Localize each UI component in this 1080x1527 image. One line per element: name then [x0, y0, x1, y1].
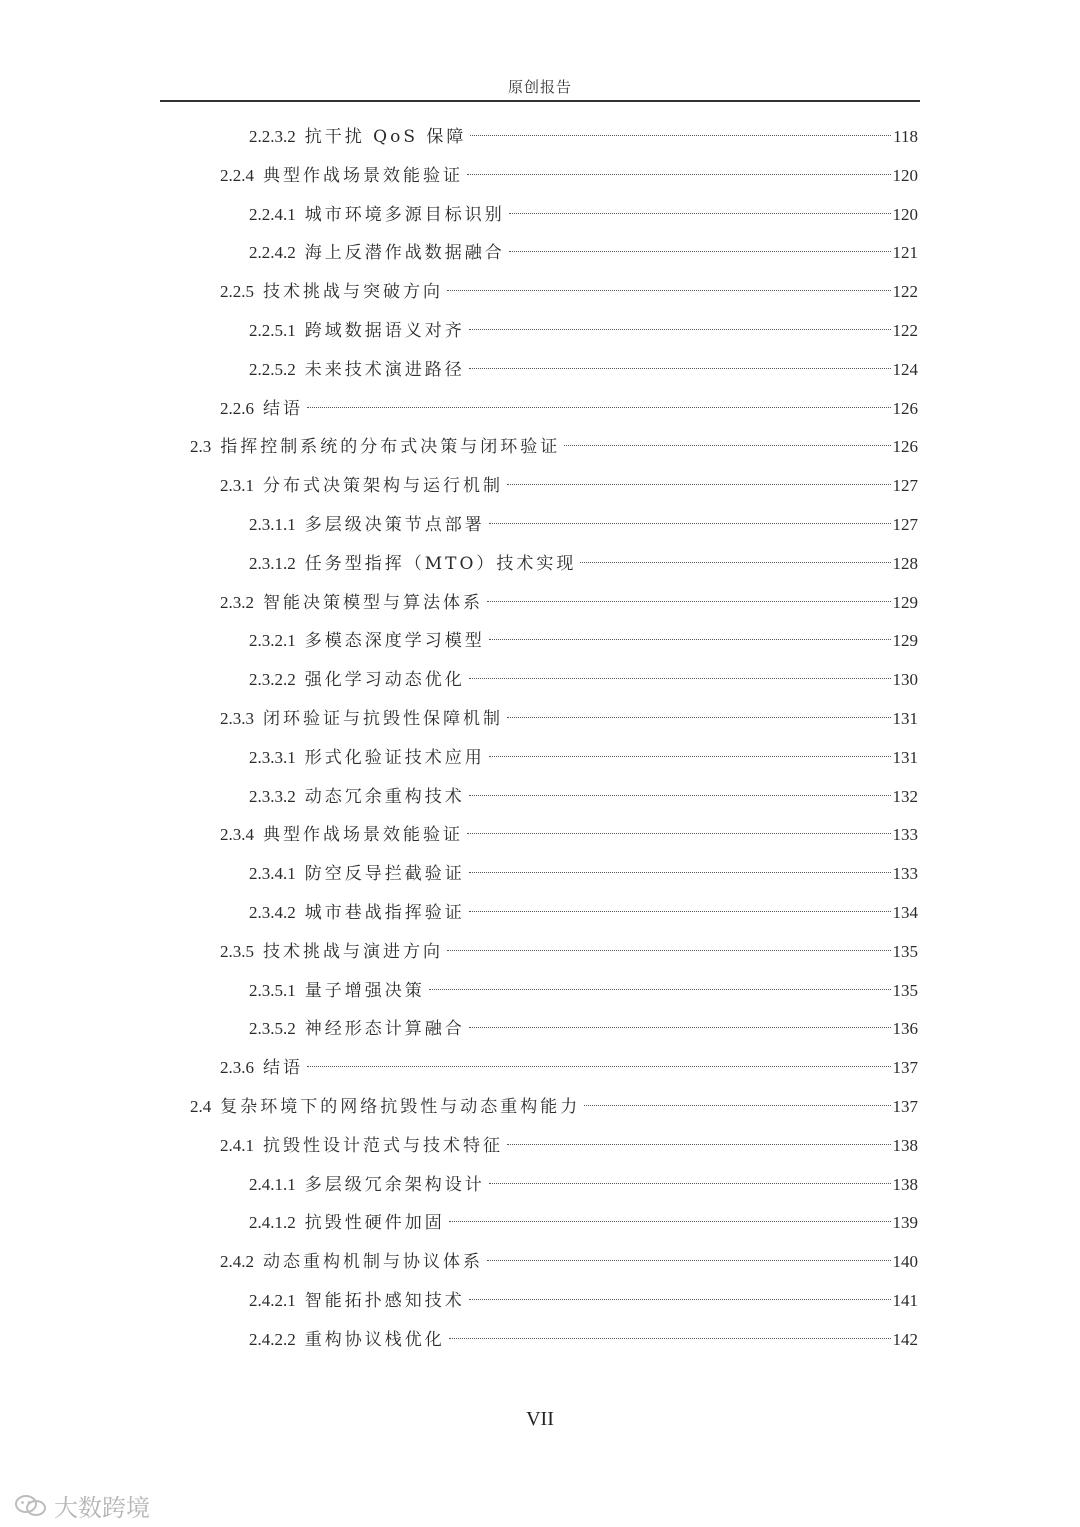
toc-leader-dots [469, 678, 891, 679]
toc-leader-dots [489, 756, 891, 757]
toc-entry-number: 2.3.3 [220, 709, 254, 728]
toc-entry-page: 139 [892, 1213, 918, 1233]
toc-entry-number: 2.3.4 [220, 825, 254, 845]
toc-entry[interactable] [220, 1055, 918, 1081]
toc-entry[interactable] [249, 861, 918, 887]
toc-entry-number: 2.4.1 [220, 1135, 254, 1155]
header-rule [160, 100, 920, 102]
toc-entry-title: 分布式决策架构与运行机制 [263, 476, 503, 497]
toc-leader-dots [467, 833, 891, 834]
toc-entry-title: 复杂环境下的网络抗毁性与动态重构能力 [220, 1097, 581, 1117]
toc-leader-dots [467, 174, 891, 175]
toc-entry-number: 2.4.1.2 [249, 1213, 296, 1233]
watermark [14, 1488, 150, 1523]
toc-leader-dots [469, 795, 891, 796]
toc-entry-title: 典型作战场景效能验证 [263, 165, 463, 186]
toc-entry-number: 2.3.1 [220, 476, 254, 496]
toc-leader-dots [449, 1221, 891, 1222]
toc-entry[interactable] [220, 939, 918, 965]
toc-entry-page: 138 [892, 1135, 918, 1155]
toc-leader-dots [470, 135, 891, 136]
toc-leader-dots [307, 407, 891, 408]
toc-leader-dots [469, 872, 891, 873]
toc-leader-dots [447, 290, 891, 291]
toc-entry[interactable] [220, 163, 918, 189]
toc-entry-title: 任务型指挥（MTO）技术实现 [304, 553, 577, 574]
toc-entry[interactable] [220, 473, 918, 499]
wechat-logo-icon [14, 1493, 48, 1519]
toc-entry-number: 2.3.2.1 [249, 631, 296, 651]
toc-entry[interactable] [220, 279, 918, 305]
toc-entry-number: 2.4.2 [220, 1252, 254, 1272]
toc-entry[interactable] [249, 978, 918, 1004]
toc-entry-title: 量子增强决策 [304, 980, 425, 1001]
toc-entry-number: 2.2.5.2 [249, 359, 296, 379]
toc-entry-title: 技术挑战与突破方向 [263, 282, 443, 303]
toc-entry-number: 2.3.4.2 [249, 903, 296, 922]
toc-entry-title: 智能拓扑感知技术 [304, 1291, 465, 1311]
toc-entry[interactable] [249, 1172, 918, 1198]
toc-entry[interactable] [220, 1133, 918, 1159]
toc-entry-title: 城市巷战指挥验证 [304, 903, 465, 923]
toc-leader-dots [507, 484, 891, 485]
toc-leader-dots [469, 911, 891, 912]
watermark-text: 大数跨境 [54, 1494, 150, 1522]
toc-entry-page: 121 [892, 243, 918, 263]
toc-entry-page: 135 [892, 980, 918, 1000]
toc-entry-number: 2.2.4 [220, 165, 254, 185]
toc-entry-page: 126 [892, 437, 918, 457]
toc-entry-page: 138 [892, 1174, 918, 1194]
toc-entry-page: 120 [892, 165, 918, 185]
toc-entry-title: 未来技术演进路径 [304, 359, 465, 380]
toc-entry-title: 神经形态计算融合 [304, 1019, 465, 1040]
toc-entry-number: 2.2.4.2 [249, 243, 296, 263]
toc-leader-dots [509, 213, 891, 214]
toc-entry-title: 结语 [263, 398, 303, 419]
toc-entry-title: 抗毁性硬件加固 [304, 1213, 445, 1234]
toc-entry-number: 2.4 [190, 1097, 212, 1116]
toc-leader-dots [489, 639, 891, 640]
toc-leader-dots [509, 251, 891, 252]
toc-entry-page: 129 [892, 631, 918, 651]
toc-entry-title: 抗毁性设计范式与技术特征 [263, 1135, 503, 1156]
toc-entry-page: 142 [892, 1329, 918, 1349]
toc-entry-page: 132 [892, 786, 918, 806]
toc-leader-dots [469, 1027, 891, 1028]
toc-leader-dots [580, 562, 890, 563]
toc-entry-number: 2.3.2 [220, 592, 254, 612]
toc-leader-dots [487, 1260, 891, 1261]
toc-entry-page: 128 [892, 553, 918, 573]
toc-leader-dots [447, 950, 891, 951]
toc-entry-page: 129 [892, 592, 918, 612]
toc-entry[interactable] [249, 357, 918, 383]
toc-entry-number: 2.3.5.1 [249, 980, 296, 1000]
toc-leader-dots [507, 1144, 891, 1145]
toc-entry[interactable] [249, 240, 918, 266]
toc-entry-page: 137 [892, 1097, 918, 1116]
toc-leader-dots [489, 523, 891, 524]
toc-entry-page: 127 [892, 515, 918, 534]
toc-entry-page: 126 [892, 398, 918, 418]
toc-entry-page: 120 [892, 204, 918, 224]
toc-entry[interactable] [249, 1288, 918, 1314]
toc-entry-number: 2.3.6 [220, 1058, 254, 1078]
toc-entry-title: 形式化验证技术应用 [304, 747, 485, 768]
toc-leader-dots [487, 601, 891, 602]
toc-entry-title: 结语 [263, 1058, 303, 1079]
toc-entry-title: 城市环境多源目标识别 [304, 204, 505, 225]
toc-entry-page: 124 [892, 359, 918, 379]
toc-leader-dots [564, 445, 890, 446]
toc-entry-number: 2.3.4.1 [249, 864, 296, 884]
toc-entry[interactable] [249, 1210, 918, 1236]
toc-entry-number: 2.2.4.1 [249, 204, 296, 224]
toc-leader-dots [489, 1183, 891, 1184]
toc-entry-page: 135 [892, 941, 918, 961]
toc-entry[interactable] [220, 822, 918, 848]
toc-entry-title: 典型作战场景效能验证 [263, 825, 463, 846]
toc-entry-title: 闭环验证与抗毁性保障机制 [263, 709, 503, 729]
toc-leader-dots [507, 717, 891, 718]
page-number: VII [526, 1408, 554, 1430]
toc-entry-title: 技术挑战与演进方向 [263, 941, 443, 962]
toc-entry-number: 2.2.5.1 [249, 321, 296, 340]
toc-entry-page: 140 [892, 1252, 918, 1272]
toc-entry-number: 2.3.5 [220, 941, 254, 961]
toc-entry[interactable] [249, 1327, 918, 1353]
toc-entry-number: 2.2.5 [220, 282, 254, 302]
toc-entry-number: 2.4.2.2 [249, 1329, 296, 1349]
toc-entry-title: 多层级冗余架构设计 [304, 1174, 485, 1195]
toc-entry-page: 136 [892, 1019, 918, 1039]
toc-entry-page: 134 [892, 903, 918, 922]
toc-entry[interactable] [249, 551, 918, 577]
toc-entry-number: 2.4.2.1 [249, 1291, 296, 1310]
toc-entry-title: 抗干扰 QoS 保障 [304, 127, 467, 147]
toc-leader-dots [469, 368, 891, 369]
toc-entry-page: 127 [892, 476, 918, 496]
toc-entry-title: 防空反导拦截验证 [304, 864, 465, 885]
toc-entry-title: 动态冗余重构技术 [304, 786, 465, 807]
toc-entry-title: 动态重构机制与协议体系 [263, 1252, 483, 1273]
toc-entry-page: 141 [892, 1291, 918, 1310]
toc-entry-page: 137 [892, 1058, 918, 1078]
toc-entry-title: 强化学习动态优化 [304, 670, 465, 691]
toc-leader-dots [469, 329, 891, 330]
toc-entry-title: 多模态深度学习模型 [304, 631, 485, 652]
toc-entry[interactable] [220, 396, 918, 422]
toc-entry-title: 智能决策模型与算法体系 [263, 592, 483, 613]
toc-entry-title: 重构协议栈优化 [304, 1329, 445, 1350]
toc-entry[interactable] [249, 784, 918, 810]
toc-entry-number: 2.3.3.1 [249, 747, 296, 767]
toc-entry[interactable] [249, 124, 918, 150]
toc-entry[interactable] [249, 900, 918, 926]
toc-entry-number: 2.3 [190, 437, 212, 457]
toc-entry-number: 2.2.6 [220, 398, 254, 418]
toc-entry[interactable] [249, 512, 918, 538]
toc-entry-page: 130 [892, 670, 918, 690]
toc-entry-number: 2.2.3.2 [249, 127, 296, 146]
toc-entry-page: 133 [892, 825, 918, 845]
toc-entry-title: 跨域数据语义对齐 [304, 321, 465, 341]
page-header: 原创报告 [507, 78, 572, 96]
toc-entry-number: 2.3.3.2 [249, 786, 296, 806]
toc-entry-number: 2.3.1.2 [249, 553, 296, 573]
toc-entry-page: 118 [893, 127, 918, 146]
toc-entry[interactable] [220, 590, 918, 616]
toc-entry[interactable] [220, 706, 918, 732]
toc-entry-title: 多层级决策节点部署 [304, 515, 485, 535]
toc-entry[interactable] [190, 434, 918, 460]
toc-leader-dots [584, 1105, 890, 1106]
toc-entry[interactable] [249, 1016, 918, 1042]
toc-leader-dots [469, 1299, 891, 1300]
toc-entry[interactable] [220, 1249, 918, 1275]
toc-entry[interactable] [249, 667, 918, 693]
toc-entry[interactable] [249, 202, 918, 228]
toc-entry-number: 2.3.5.2 [249, 1019, 296, 1039]
toc-entry-title: 指挥控制系统的分布式决策与闭环验证 [220, 437, 561, 458]
toc-entry-number: 2.3.1.1 [249, 515, 296, 534]
toc-leader-dots [307, 1066, 891, 1067]
toc-leader-dots [449, 1338, 891, 1339]
toc-entry-number: 2.4.1.1 [249, 1174, 296, 1194]
toc-entry[interactable] [190, 1094, 918, 1120]
toc-entry[interactable] [249, 318, 918, 344]
toc-entry[interactable] [249, 628, 918, 654]
toc-entry-page: 122 [892, 282, 918, 302]
toc-entry-page: 131 [892, 747, 918, 767]
toc-entry-page: 131 [892, 709, 918, 728]
toc-entry-page: 133 [892, 864, 918, 884]
toc-entry-page: 122 [892, 321, 918, 340]
toc-entry-title: 海上反潜作战数据融合 [304, 243, 505, 264]
toc-entry[interactable] [249, 745, 918, 771]
toc-entry-number: 2.3.2.2 [249, 670, 296, 690]
toc-leader-dots [429, 989, 891, 990]
